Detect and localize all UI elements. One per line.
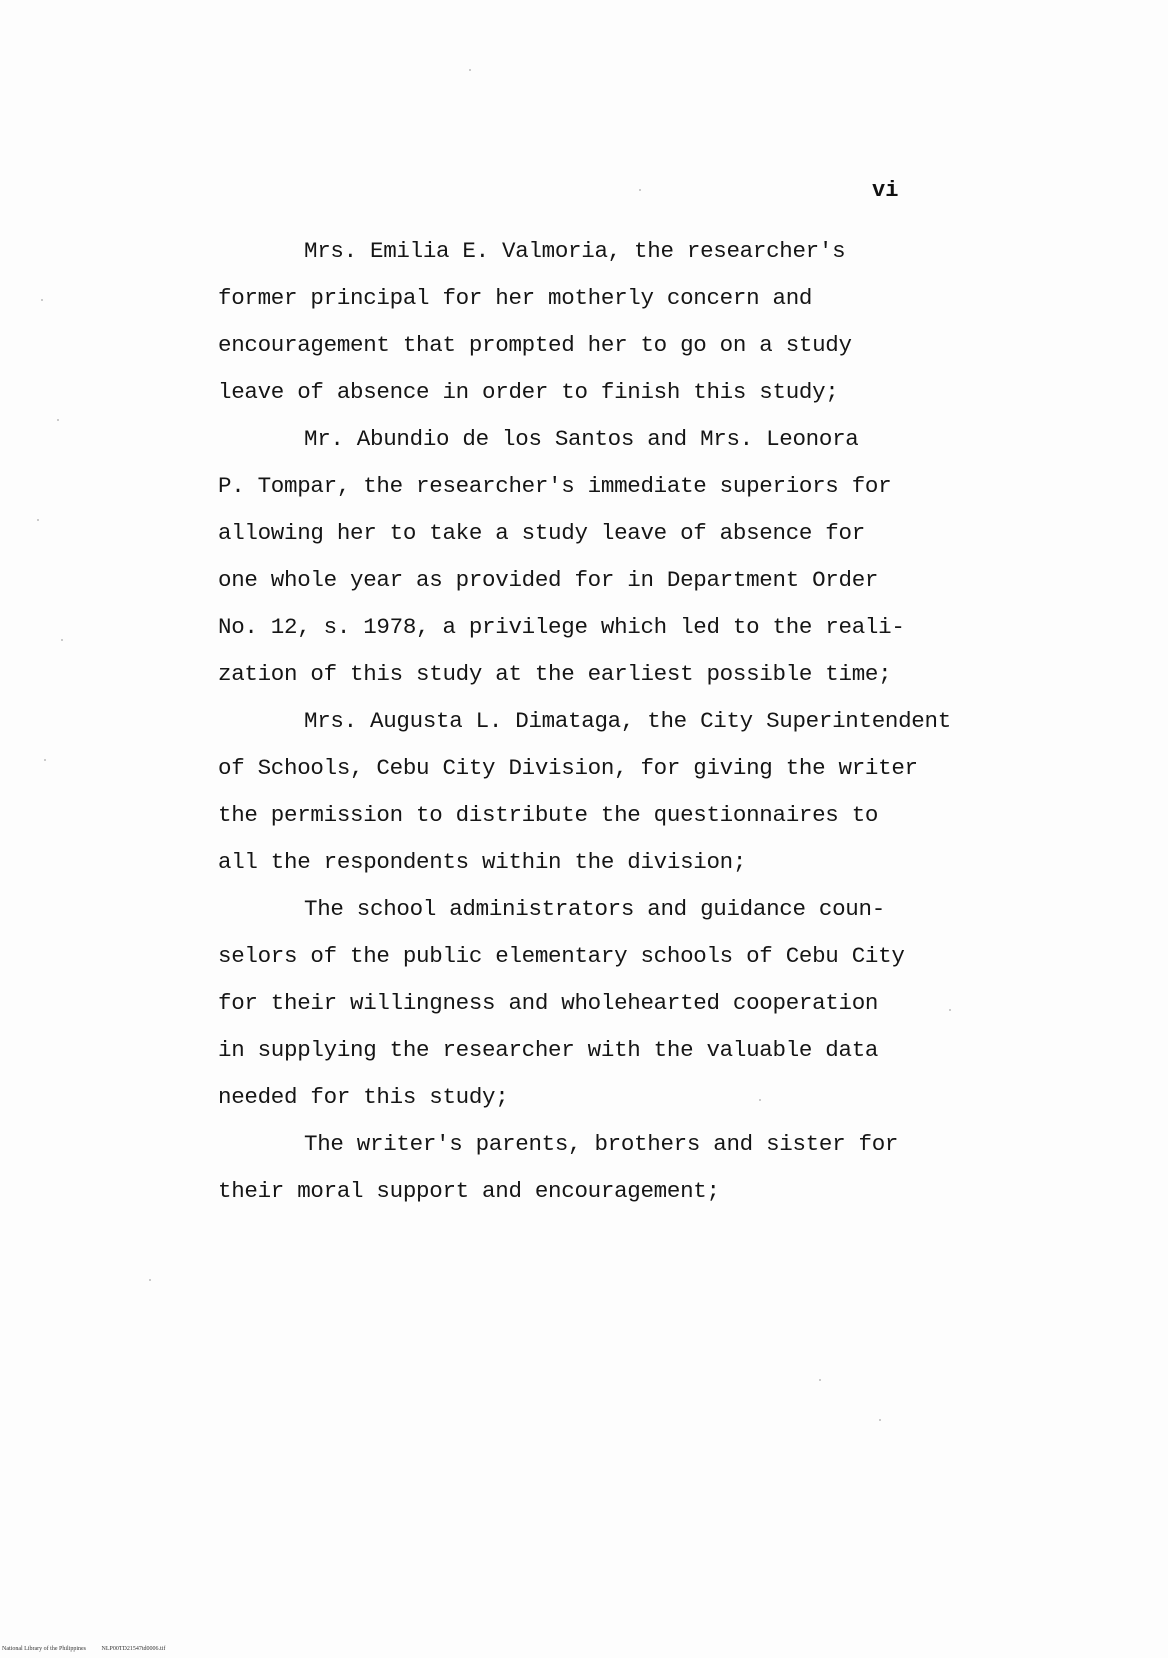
text-line: The school administrators and guidance coun-	[304, 896, 885, 922]
text-line: P. Tompar, the researcher's immediate superiors for	[218, 473, 892, 499]
paragraph-valmoria	[218, 228, 1018, 416]
text-line: all the respondents within the division;	[218, 849, 747, 875]
text-line: Mrs. Emilia E. Valmoria, the researcher's	[304, 238, 846, 264]
paragraph-dimataga	[218, 698, 1018, 886]
acknowledgment-text	[218, 228, 1018, 1215]
text-line: their moral support and encouragement;	[218, 1178, 720, 1204]
text-line: Mrs. Augusta L. Dimataga, the City Superintendent	[304, 708, 951, 734]
text-line: one whole year as provided for in Department Order	[218, 567, 879, 593]
page-number: vi	[872, 178, 899, 203]
text-line: in supplying the researcher with the valuable data	[218, 1037, 879, 1063]
scan-footer	[2, 1646, 179, 1652]
text-line: leave of absence in order to finish this study;	[218, 379, 839, 405]
paragraph-administrators	[218, 886, 1018, 1121]
text-line: The writer's parents, brothers and sister for	[304, 1131, 899, 1157]
text-line: encouragement that prompted her to go on a study	[218, 332, 852, 358]
text-line: Mr. Abundio de los Santos and Mrs. Leonora	[304, 426, 859, 452]
library-name: National Library of the Philippines	[2, 1646, 86, 1652]
text-line: of Schools, Cebu City Division, for giving the writer	[218, 755, 918, 781]
paragraph-santos-tompar	[218, 416, 1018, 698]
text-line: zation of this study at the earliest possible time;	[218, 661, 892, 687]
paragraph-family	[218, 1121, 1018, 1215]
text-line: for their willingness and wholehearted cooperation	[218, 990, 879, 1016]
text-line: selors of the public elementary schools of Cebu City	[218, 943, 905, 969]
text-line: No. 12, s. 1978, a privilege which led to the reali-	[218, 614, 905, 640]
text-line: former principal for her motherly concern and	[218, 285, 813, 311]
file-id: NLP00TD21547td0006.tif	[101, 1646, 166, 1652]
text-line: the permission to distribute the questionnaires to	[218, 802, 879, 828]
text-line: needed for this study;	[218, 1084, 509, 1110]
text-line: allowing her to take a study leave of absence for	[218, 520, 865, 546]
